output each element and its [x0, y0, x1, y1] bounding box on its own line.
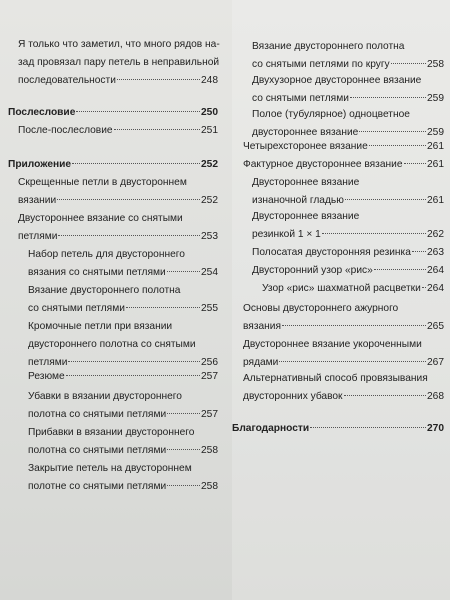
- toc-entry: [243, 300, 444, 336]
- toc-entry-text: Полосатая двусторонняя резинка: [252, 247, 411, 258]
- toc-entry-text: Набор петель для двустороннего: [28, 249, 185, 260]
- toc-entry: [252, 244, 444, 262]
- toc-entry: [18, 174, 218, 210]
- toc-entry-text: Двусторонний узор «рис»: [252, 265, 373, 276]
- toc-page-number: 250: [201, 107, 218, 118]
- toc-entry: [243, 370, 444, 406]
- toc-entry-text: полотне со снятыми петлями: [28, 481, 167, 492]
- toc-entry: [243, 138, 444, 156]
- toc-entry-text: изнаночной гладью: [252, 195, 344, 206]
- toc-page-number: 261: [427, 159, 444, 170]
- leader-dots: [167, 485, 200, 486]
- toc-entry-text: Двустороннее вязание: [252, 211, 360, 222]
- toc-entry-text: двустороннего полотна со снятыми: [28, 339, 196, 350]
- toc-entry: [28, 246, 218, 282]
- toc-entry-text: двусторонних убавок: [243, 391, 343, 402]
- leader-dots: [167, 449, 200, 450]
- leader-dots: [117, 79, 200, 80]
- toc-page-number: 255: [201, 303, 218, 314]
- leader-dots: [72, 163, 200, 164]
- leader-dots: [350, 97, 426, 98]
- leader-dots: [58, 235, 200, 236]
- toc-entry: [18, 122, 218, 140]
- leader-dots: [126, 307, 200, 308]
- toc-entry-text: Кромочные петли при вязании: [28, 321, 173, 332]
- toc-page-number: 261: [427, 141, 444, 152]
- toc-page-number: 254: [201, 267, 218, 278]
- toc-page-number: 258: [427, 59, 444, 70]
- toc-entry: [252, 208, 444, 244]
- leader-dots: [66, 375, 200, 376]
- toc-entry-text: Вязание двустороннего полотна: [252, 41, 405, 52]
- toc-entry: [252, 262, 444, 280]
- leader-dots: [374, 269, 426, 270]
- toc-entry: [252, 72, 444, 108]
- leader-dots: [412, 251, 426, 252]
- toc-page-number: 248: [201, 75, 218, 86]
- toc-entry-text: Закрытие петель на двустороннем: [28, 463, 192, 474]
- toc-entry-text: полотна со снятыми петлями: [28, 445, 167, 456]
- toc-page-number: 262: [427, 229, 444, 240]
- toc-page-number: 268: [427, 391, 444, 402]
- toc-entry: [243, 156, 444, 174]
- toc-page-number: 258: [201, 445, 218, 456]
- leader-dots: [310, 427, 426, 428]
- toc-entry-text: зад провязал пару петель в неправильной: [18, 57, 220, 68]
- leader-dots: [391, 63, 426, 64]
- toc-entry-text: Я только что заметил, что много рядов на-: [18, 39, 220, 50]
- toc-entry-text: петлями: [28, 357, 68, 368]
- leader-dots: [422, 287, 426, 288]
- toc-page-number: 265: [427, 321, 444, 332]
- section-title: Послесловие: [8, 107, 76, 118]
- leader-dots: [282, 325, 426, 326]
- toc-entry-text: полотна со снятыми петлями: [28, 409, 167, 420]
- toc-entry-text: резинкой 1 × 1: [252, 229, 321, 240]
- toc-entry-text: Фактурное двустороннее вязание: [243, 159, 403, 170]
- toc-entry-text: двустороннее вязание: [252, 127, 359, 138]
- toc-page-number: 264: [427, 265, 444, 276]
- toc-entry-text: После-послесловие: [18, 125, 113, 136]
- toc-entry: [252, 106, 444, 142]
- toc-page-number: 263: [427, 247, 444, 258]
- toc-entry-text: петлями: [18, 231, 58, 242]
- leader-dots: [57, 199, 200, 200]
- toc-page-number: 270: [427, 423, 444, 434]
- toc-entry: [252, 38, 444, 74]
- toc-page-number: 267: [427, 357, 444, 368]
- leader-dots: [167, 271, 200, 272]
- toc-page-number: 253: [201, 231, 218, 242]
- toc-entry: [28, 282, 218, 318]
- toc-entry: [28, 318, 218, 372]
- toc-entry-text: Полое (тубулярное) одноцветное: [252, 109, 410, 120]
- leader-dots: [404, 163, 427, 164]
- leader-dots: [279, 361, 426, 362]
- toc-entry-text: Скрещенные петли в двустороннем: [18, 177, 187, 188]
- toc-entry-text: вязания со снятыми петлями: [28, 267, 166, 278]
- section-title: Благодарности: [232, 423, 310, 434]
- toc-entry-text: Основы двустороннего ажурного: [243, 303, 399, 314]
- leader-dots: [114, 129, 200, 130]
- leader-dots: [369, 145, 426, 146]
- toc-entry-text: Прибавки в вязании двустороннего: [28, 427, 195, 438]
- toc-page-number: 257: [201, 409, 218, 420]
- toc-entry-text: Двустороннее вязание: [252, 177, 360, 188]
- toc-page-number: 251: [201, 125, 218, 136]
- toc-entry: [28, 368, 218, 386]
- toc-entry-text: вязании: [18, 195, 57, 206]
- leader-dots: [76, 111, 200, 112]
- toc-entry-text: вязания: [243, 321, 281, 332]
- toc-section: [8, 104, 218, 122]
- toc-entry-text: Двустороннее вязание со снятыми: [18, 213, 183, 224]
- toc-entry-text: Убавки в вязании двустороннего: [28, 391, 182, 402]
- section-title: Приложение: [8, 159, 72, 170]
- toc-page-number: 257: [201, 371, 218, 382]
- toc-entry: [252, 174, 444, 210]
- toc-entry-text: Четырехсторонее вязание: [243, 141, 368, 152]
- leader-dots: [344, 395, 426, 396]
- toc-entry: [28, 424, 218, 460]
- toc-page-number: 259: [427, 93, 444, 104]
- toc-page-number: 258: [201, 481, 218, 492]
- leader-dots: [345, 199, 426, 200]
- leader-dots: [167, 413, 200, 414]
- toc-entry: [243, 336, 444, 372]
- toc-page-number: 256: [201, 357, 218, 368]
- toc-entry: [28, 460, 218, 496]
- toc-entry-text: Вязание двустороннего полотна: [28, 285, 181, 296]
- toc-page-number: 264: [427, 283, 444, 294]
- toc-entry-text: со снятыми петлями: [252, 93, 349, 104]
- toc-section: [8, 156, 218, 174]
- toc-entry: [28, 388, 218, 424]
- toc-entry-text: Узор «рис» шахматной расцветки: [262, 283, 421, 294]
- leader-dots: [359, 131, 426, 132]
- toc-entry: [18, 36, 218, 90]
- leader-dots: [322, 233, 426, 234]
- toc-entry: [18, 210, 218, 246]
- toc-entry-text: со снятыми петлями по кругу: [252, 59, 390, 70]
- toc-entry-text: Альтернативный способ провязывания: [243, 373, 428, 384]
- toc-entry-text: последовательности: [18, 75, 116, 86]
- toc-entry-text: Двустороннее вязание укороченными: [243, 339, 422, 350]
- toc-section: [232, 420, 444, 438]
- leader-dots: [68, 361, 200, 362]
- toc-entry-text: Двухузорное двустороннее вязание: [252, 75, 422, 86]
- toc-entry-text: рядами: [243, 357, 279, 368]
- toc-entry-text: со снятыми петлями: [28, 303, 125, 314]
- toc-entry-text: Резюме: [28, 371, 65, 382]
- toc-page-number: 252: [201, 159, 218, 170]
- toc-entry: [262, 280, 444, 298]
- toc-page-number: 252: [201, 195, 218, 206]
- toc-page-number: 259: [427, 127, 444, 138]
- toc-page-number: 261: [427, 195, 444, 206]
